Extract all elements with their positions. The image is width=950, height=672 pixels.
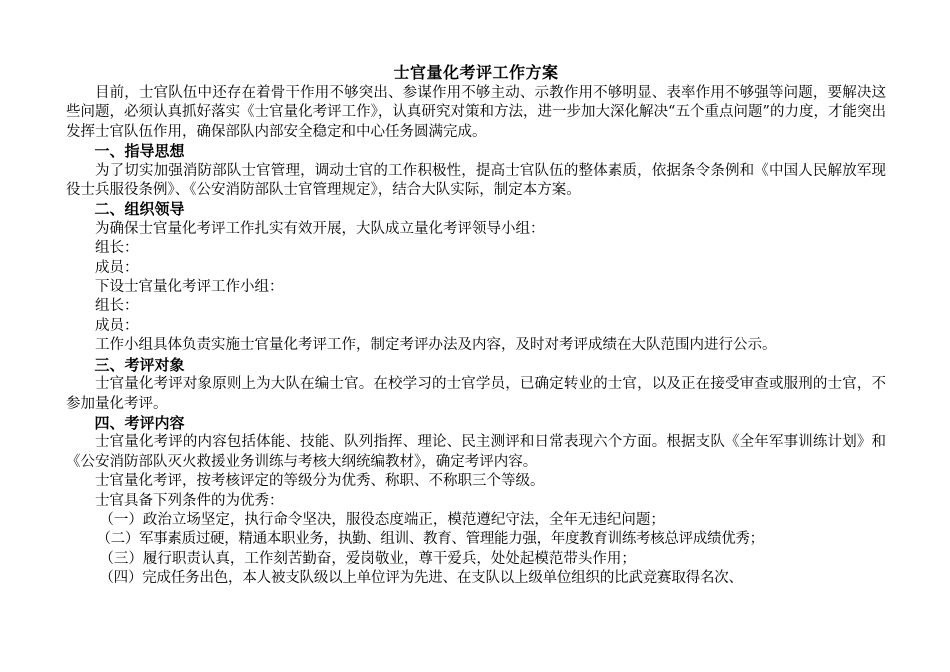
- leader-line-2: 组长：: [95, 298, 139, 315]
- criteria-item-3: （三）履行职责认真，工作刻苦勤奋，爱岗敬业，尊干爱兵，处处起模范带头作用；: [99, 550, 636, 567]
- member-line-1: 成员：: [95, 259, 139, 276]
- criteria-item-4: （四）完成任务出色，本人被支队级以上单位评为先进、在支队以上级单位组织的比武竞赛取得名次、: [99, 570, 743, 587]
- section-4-heading: 四、考评内容: [94, 413, 185, 432]
- criteria-item-2: （二）军事素质过硬，精通本职业务，执勤、组训、教育、管理能力强，年度教育训练考核总评成绩优秀；: [96, 531, 764, 548]
- criteria-item-1: （一）政治立场坚定，执行命令坚决，服役态度端正，模范遵纪守法，全年无违纪问题；: [99, 511, 665, 528]
- section-2-heading: 二、组织领导: [94, 200, 185, 219]
- section-1-paragraph: 为了切实加强消防部队士官管理，调动士官的工作积极性，提高士官队伍的整体素质，依据条令条例和《中国人民解放军现役士兵服役条例》、《公安消防部队士官管理规定》，结合大队实际，制定本方案。: [66, 162, 886, 199]
- intro-paragraph: 目前，士官队伍中还存在着骨干作用不够突出、参谋作用不够主动、示教作用不够明显、表率作用不够强等问题，要解决这些问题，必须认真抓好落实《士官量化考评工作》，认真研究对策和方法，进一步加大深化解决“五个重点问题”的力度，才能突出发挥士官队伍作用，确保部队内部安全稳定和中心任务圆满完成。: [66, 85, 886, 140]
- section-4-paragraph-1: 士官量化考评的内容包括体能、技能、队列指挥、理论、民主测评和日常表现六个方面。根据支队《全年军事训练计划》和《公安消防部队灭火救援业务训练与考核大纲统编教材》，确定考评内容。: [66, 434, 886, 470]
- section-3-paragraph: 士官量化考评对象原则上为大队在编士官。在校学习的士官学员，已确定转业的士官，以及正在接受审查或服刑的士官，不参加量化考评。: [66, 376, 886, 412]
- section-2-paragraph: 为确保士官量化考评工作扎实有效开展，大队成立量化考评领导小组：: [95, 220, 545, 237]
- member-line-2: 成员：: [95, 317, 139, 334]
- section-4-paragraph-3: 士官具备下列条件的为优秀：: [95, 492, 284, 509]
- section-4-paragraph-2: 士官量化考评，按考核评定的等级分为优秀、称职、不称职三个等级。: [95, 473, 545, 490]
- section-1-heading: 一、指导思想: [94, 142, 185, 161]
- leader-line-1: 组长：: [95, 240, 139, 257]
- document-title: 士官量化考评工作方案: [393, 63, 559, 82]
- section-2-duty-paragraph: 工作小组具体负责实施士官量化考评工作，制定考评办法及内容，及时对考评成绩在大队范围内进行公示。: [95, 337, 777, 354]
- sub-group-line: 下设士官量化考评工作小组：: [95, 279, 284, 296]
- section-3-heading: 三、考评对象: [94, 355, 185, 374]
